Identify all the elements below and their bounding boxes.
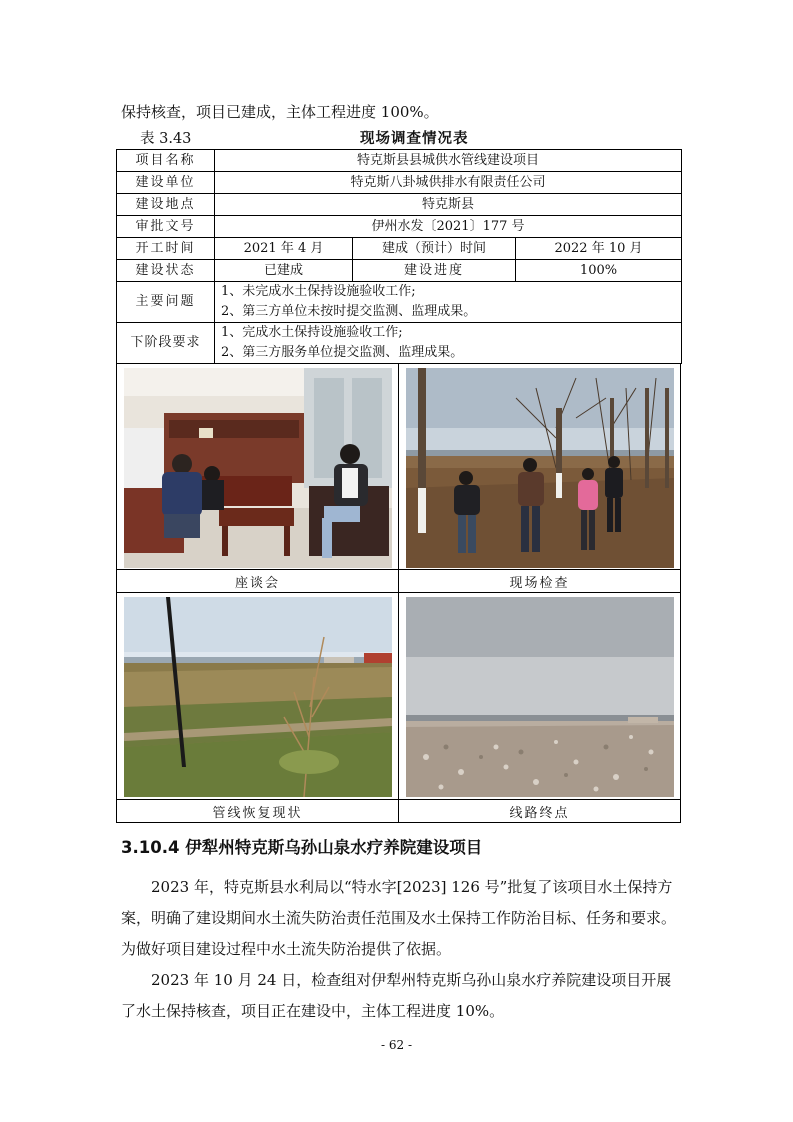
site-inspection-photo [406, 368, 674, 568]
next-item: 1、完成水土保持设施验收工作; [221, 325, 403, 340]
next-list [215, 323, 682, 364]
project-name-value: 特克斯县县城供水管线建设项目 [215, 150, 682, 172]
status-value: 已建成 [215, 260, 353, 282]
table-number: 表 3.43 [140, 131, 192, 147]
issues-label: 主要问题 [117, 282, 215, 323]
next-label: 下阶段要求 [117, 323, 215, 364]
start-value: 2021 年 4 月 [215, 238, 353, 260]
issue-item: 2、第三方单位未按时提交监测、监理成果。 [221, 304, 477, 319]
project-name-label: 项目名称 [117, 150, 215, 172]
site-survey-table [116, 149, 682, 364]
site-label: 建设地点 [117, 194, 215, 216]
table-title: 现场调查情况表 [360, 130, 469, 147]
issues-list [215, 282, 682, 323]
route-endpoint-photo [406, 597, 674, 797]
photo-cell [117, 364, 399, 570]
progress-value: 100% [516, 260, 682, 282]
site-value: 特克斯县 [215, 194, 682, 216]
section-paragraph-2: 2023 年 10 月 24 日，检查组对伊犁州特克斯乌孙山泉水疗养院建设项目开展了水土保持核查，项目正在建设中，主体工程进度 10%。 [121, 971, 672, 1020]
unit-value: 特克斯八卦城供排水有限责任公司 [215, 172, 682, 194]
status-label: 建设状态 [117, 260, 215, 282]
progress-label: 建设进度 [353, 260, 516, 282]
approval-value: 伊州水发〔2021〕177 号 [215, 216, 682, 238]
photo-caption: 现场检查 [399, 570, 681, 593]
finish-label: 建成（预计）时间 [353, 238, 516, 260]
photo-caption: 座谈会 [117, 570, 399, 593]
intro-paragraph: 保持核查，项目已建成，主体工程进度 100%。 [121, 103, 439, 121]
next-item: 2、第三方服务单位提交监测、监理成果。 [221, 345, 464, 360]
photo-cell [399, 593, 681, 800]
unit-label: 建设单位 [117, 172, 215, 194]
meeting-photo [124, 368, 392, 568]
issue-item: 1、未完成水土保持设施验收工作; [221, 284, 416, 299]
photo-cell [399, 364, 681, 570]
start-label: 开工时间 [117, 238, 215, 260]
photo-cell [117, 593, 399, 800]
section-heading: 3.10.4 伊犁州特克斯乌孙山泉水疗养院建设项目 [121, 838, 483, 857]
pipeline-restoration-photo [124, 597, 392, 797]
page-number: - 62 - [380, 1038, 412, 1052]
section-paragraph-1: 2023 年，特克斯县水利局以“特水字[2023] 126 号”批复了该项目水土保持方案，明确了建设期间水土流失防治责任范围及水土保持工作防治目标、任务和要求。为做好项目建设过程中水土流失防治提供了依据。 [121, 878, 677, 958]
photo-grid [116, 363, 681, 823]
table-caption [140, 127, 660, 149]
approval-label: 审批文号 [117, 216, 215, 238]
finish-value: 2022 年 10 月 [516, 238, 682, 260]
photo-caption: 线路终点 [399, 800, 681, 823]
photo-caption: 管线恢复现状 [117, 800, 399, 823]
